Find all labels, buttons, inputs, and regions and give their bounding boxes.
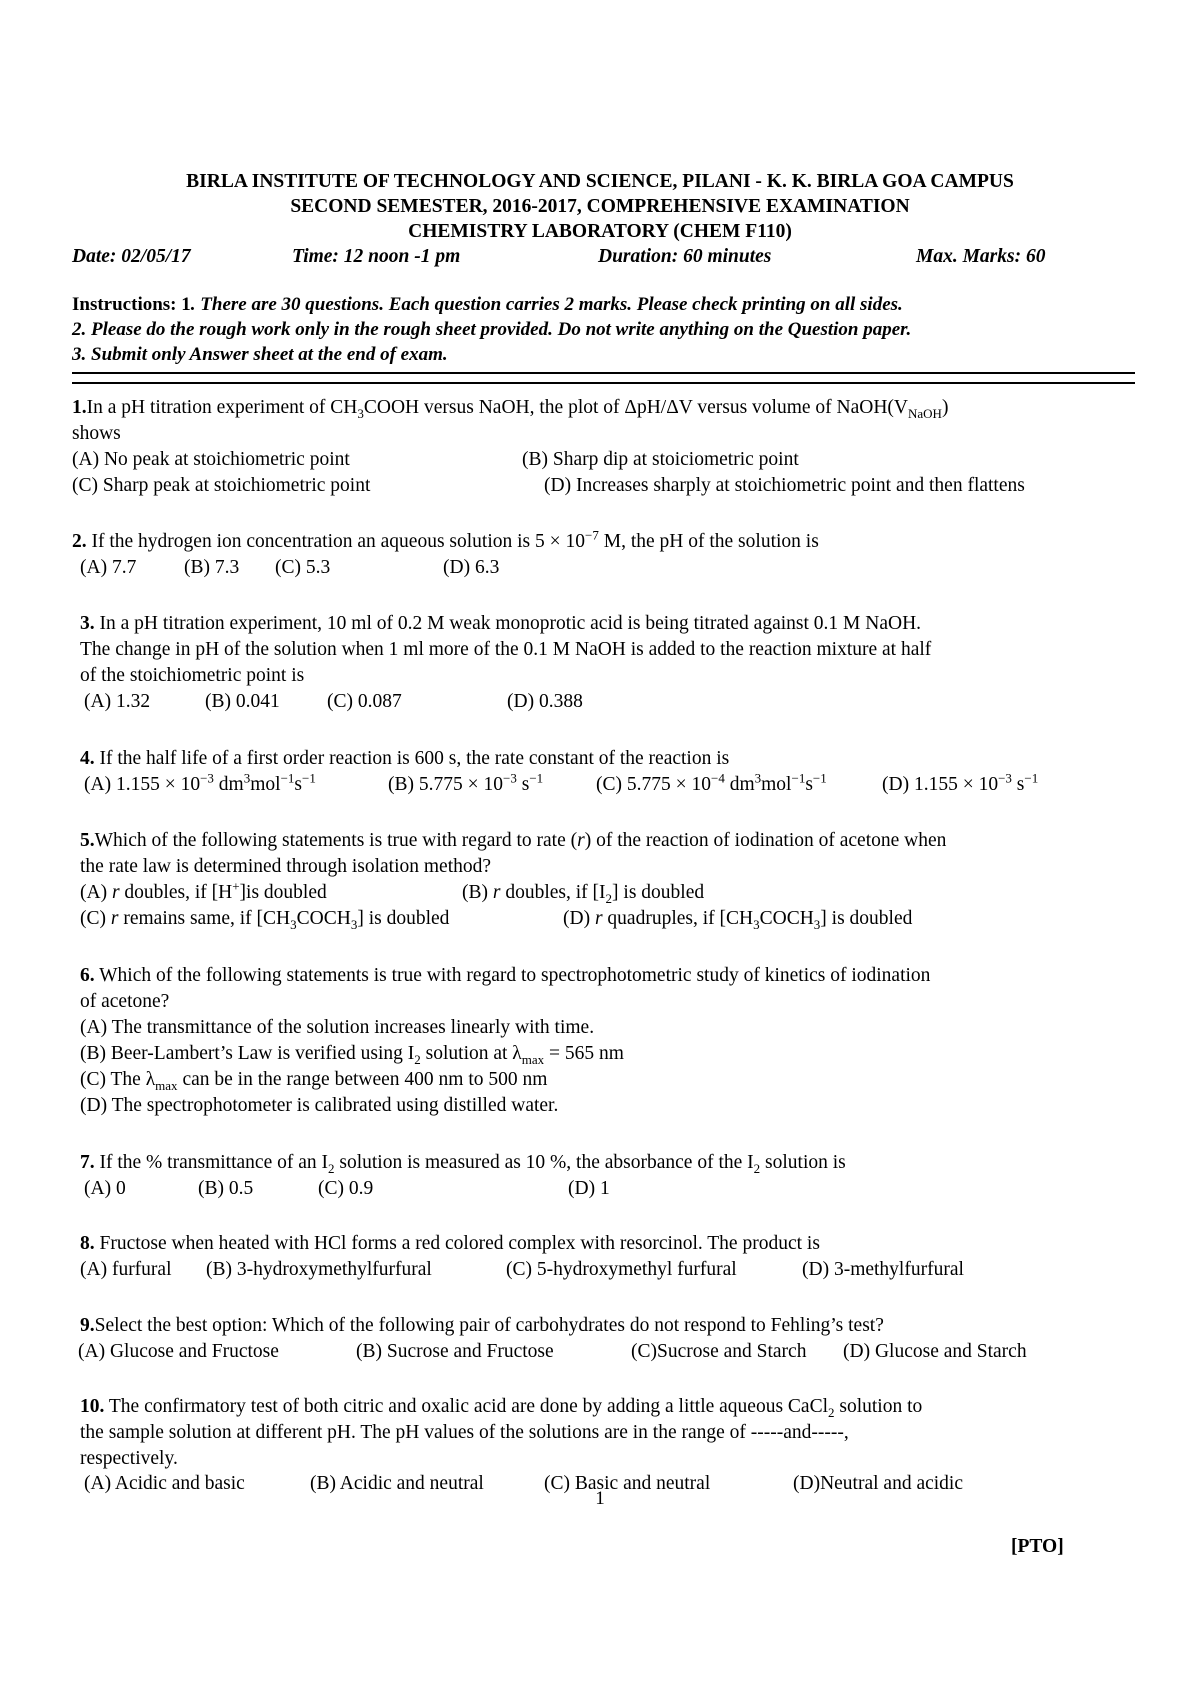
q8-text: Fructose when heated with HCl forms a red colored complex with resorcinol. The product is bbox=[94, 1233, 820, 1254]
page-number: 1 bbox=[595, 1488, 605, 1509]
q1-option-c: (C) Sharp peak at stoichiometric point bbox=[72, 475, 371, 496]
q7-option-c: (C) 0.9 bbox=[318, 1178, 374, 1199]
q1-stem-line-1: 1.In a pH titration experiment of $CH_3COOH$ versus NaOH, the plot of ΔpH/ΔV versus volume of $NaOH(V_{NaOH})$ bbox=[72, 397, 949, 421]
q7-text-a: If the % transmittance of an I bbox=[94, 1152, 328, 1173]
exam-time: Time: 12 noon -1 pm bbox=[292, 246, 461, 267]
q6-option-b: (B) Beer-Lambert’s Law is verified using $I_2$ solution at $\lambda_{max} = 565$ nm bbox=[80, 1043, 624, 1067]
instructions-line-3 bbox=[72, 343, 448, 367]
q5-c-text: remains same, if [CH bbox=[118, 908, 291, 929]
max-marks: Max. Marks: 60 bbox=[916, 246, 1046, 267]
q2-exponent: −7 bbox=[585, 527, 599, 543]
q3-option-c: (C) 0.087 bbox=[327, 691, 402, 712]
q2-stem bbox=[72, 529, 819, 555]
double-rule-divider bbox=[72, 372, 1135, 384]
q4-number: 4. bbox=[80, 748, 95, 769]
q9-text: Select the best option: Which of the following pair of carbohydrates do not respond to Fehling’s test? bbox=[94, 1315, 884, 1336]
instructions-label: Instructions: 1 bbox=[72, 294, 191, 315]
q7-text-c: solution is bbox=[760, 1152, 846, 1173]
q7-option-d: (D) 1 bbox=[568, 1178, 610, 1199]
q6-stem-line-2: of acetone? bbox=[80, 991, 170, 1012]
q5-rate-symbol: r bbox=[577, 830, 585, 851]
q6-b-text: (B) Beer-Lambert’s Law is verified using I bbox=[80, 1043, 415, 1064]
q9-stem bbox=[80, 1313, 884, 1339]
q4-text: If the half life of a first order reaction is 600 s, the rate constant of the reaction is bbox=[94, 748, 730, 769]
q4-option-d: (D) $1.155 \times 10^{-3}$ $s^{-1}$ bbox=[882, 770, 1039, 795]
q6-b-text-end: = 565 nm bbox=[544, 1043, 624, 1064]
q6-stem-line-1 bbox=[80, 963, 930, 989]
q10-number: 10. bbox=[80, 1396, 105, 1417]
q4-option-b-exp: −3 bbox=[503, 770, 517, 786]
q3-text-1: In a pH titration experiment, 10 ml of 0.2 M weak monoprotic acid is being titrated against 0.1 M NaOH. bbox=[94, 613, 922, 634]
q7-text-b: solution is measured as 10 %, the absorbance of the I bbox=[334, 1152, 754, 1173]
q2-option-c: (C) 5.3 bbox=[275, 557, 331, 578]
q8-option-b: (B) 3-hydroxymethylfurfural bbox=[206, 1259, 432, 1280]
q9-option-c: (C)Sucrose and Starch bbox=[631, 1341, 807, 1362]
q3-option-a: (A) 1.32 bbox=[84, 691, 151, 712]
q8-number: 8. bbox=[80, 1233, 95, 1254]
q4-option-b: (B) $5.775 \times 10^{-3}$ $s^{-1}$ bbox=[388, 770, 544, 795]
q5-option-c: (C) r remains same, if $[CH_3COCH_3]$ is doubled bbox=[80, 908, 450, 932]
q10-option-c: (C) Basic and neutral bbox=[544, 1473, 711, 1494]
q2-option-b: (B) 7.3 bbox=[184, 557, 240, 578]
q8-option-c: (C) 5-hydroxymethyl furfural bbox=[506, 1259, 737, 1280]
q9-option-b: (B) Sucrose and Fructose bbox=[356, 1341, 554, 1362]
q5-option-b: (B) r doubles, if $[I_2]$ is doubled bbox=[462, 882, 705, 906]
course-title: CHEMISTRY LABORATORY (CHEM F110) bbox=[408, 221, 792, 242]
q5-b-text: doubles, if [I bbox=[500, 882, 606, 903]
q6-option-c: (C) The $\lambda_{max}$ can be in the range between 400 nm to 500 nm bbox=[80, 1069, 548, 1093]
q4-option-d-exp: −3 bbox=[998, 770, 1012, 786]
q4-option-a-exp: −3 bbox=[200, 770, 214, 786]
q9-number: 9. bbox=[80, 1315, 95, 1336]
instruction-2-text: 2. Please do the rough work only in the rough sheet provided. Do not write anything on the Question paper. bbox=[72, 319, 912, 340]
q10-stem-line-3: respectively. bbox=[80, 1448, 178, 1469]
q4-option-c-exp: −4 bbox=[711, 770, 725, 786]
q6-number: 6. bbox=[80, 965, 95, 986]
q5-text-b: ) of the reaction of iodination of acetone when bbox=[584, 830, 947, 851]
exam-duration: Duration: 60 minutes bbox=[598, 246, 772, 267]
q3-stem-line-1 bbox=[80, 611, 921, 637]
exam-date: Date: 02/05/17 bbox=[72, 246, 191, 267]
q6-option-d: (D) The spectrophotometer is calibrated using distilled water. bbox=[80, 1095, 559, 1116]
q5-text-a: Which of the following statements is true with regard to rate ( bbox=[94, 830, 578, 851]
q1-number: 1. bbox=[72, 397, 87, 418]
q2-number: 2. bbox=[72, 531, 87, 552]
q5-c-text-end: ] is doubled bbox=[357, 908, 450, 929]
semester-title: SECOND SEMESTER, 2016-2017, COMPREHENSIVE EXAMINATION bbox=[290, 196, 910, 217]
q3-stem-line-2: The change in pH of the solution when 1 ml more of the 0.1 M NaOH is added to the reaction mixture at half bbox=[80, 639, 932, 660]
q4-stem bbox=[80, 746, 729, 772]
q5-number: 5. bbox=[80, 830, 95, 851]
q5-d-text: quadruples, if [CH bbox=[602, 908, 754, 929]
q2-option-a: (A) 7.7 bbox=[80, 557, 137, 578]
q5-b-label: (B) bbox=[462, 882, 493, 903]
q9-option-d: (D) Glucose and Starch bbox=[843, 1341, 1027, 1362]
q7-option-b: (B) 0.5 bbox=[198, 1178, 254, 1199]
q2-option-d: (D) 6.3 bbox=[443, 557, 500, 578]
q6-b-text-2: solution at λ bbox=[420, 1043, 522, 1064]
q1-stem-line-2: shows bbox=[72, 423, 121, 444]
q1-text-a: In a pH titration experiment of CH bbox=[86, 397, 358, 418]
q10-option-d: (D)Neutral and acidic bbox=[793, 1473, 963, 1494]
q5-d-rate: r bbox=[594, 908, 603, 929]
q10-option-a: (A) Acidic and basic bbox=[84, 1473, 245, 1494]
q10-option-b: (B) Acidic and neutral bbox=[310, 1473, 484, 1494]
q1-sub: NaOH bbox=[908, 405, 942, 421]
q1-option-a: (A) No peak at stoichiometric point bbox=[72, 449, 350, 470]
q4-option-a-unit: dm bbox=[213, 774, 244, 795]
q5-b-text-end: ] is doubled bbox=[612, 882, 705, 903]
q5-stem-line-1 bbox=[80, 828, 946, 854]
instructions-line-1 bbox=[72, 293, 903, 317]
q6-c-text: (C) The λ bbox=[80, 1069, 156, 1090]
q5-c-label: (C) bbox=[80, 908, 111, 929]
q10-text-b: solution to bbox=[834, 1396, 923, 1417]
q2-text-b: M, the pH of the solution is bbox=[598, 531, 819, 552]
q1-option-b: (B) Sharp dip at stoiciometric point bbox=[522, 449, 799, 470]
instructions-line-2 bbox=[72, 318, 911, 342]
q10-stem-line-2: the sample solution at different pH. The pH values of the solutions are in the range of -----and-----, bbox=[80, 1422, 849, 1443]
q5-d-label: (D) bbox=[563, 908, 595, 929]
q5-d-text-end: ] is doubled bbox=[820, 908, 913, 929]
q5-option-a: (A) r doubles, if [H+]is doubled bbox=[80, 878, 327, 903]
q8-option-d: (D) 3-methylfurfural bbox=[802, 1259, 964, 1280]
q4-option-a: (A) $1.155 \times 10^{-3}$ $dm^3mol^{-1}s^{-1}$ bbox=[84, 770, 316, 795]
q7-number: 7. bbox=[80, 1152, 95, 1173]
instruction-1-text: . There are 30 questions. Each question carries 2 marks. Please check printing on all sides. bbox=[190, 294, 903, 315]
q4-option-d-text: (D) 1.155 × 10 bbox=[882, 774, 999, 795]
q8-option-a: (A) furfural bbox=[80, 1259, 172, 1280]
q5-option-d: (D) r quadruples, if $[CH_3COCH_3]$ is doubled bbox=[563, 908, 913, 932]
q7-option-a: (A) 0 bbox=[84, 1178, 126, 1199]
q4-option-c: (C) $5.775 \times 10^{-4}$ $dm^3mol^{-1}s^{-1}$ bbox=[596, 770, 827, 795]
q3-stem-line-3: of the stoichiometric point is bbox=[80, 665, 305, 686]
q5-a-rate: r bbox=[111, 882, 120, 903]
institute-title: BIRLA INSTITUTE OF TECHNOLOGY AND SCIENCE, PILANI - K. K. BIRLA GOA CAMPUS bbox=[186, 171, 1014, 192]
q5-b-rate: r bbox=[492, 882, 501, 903]
q9-option-a: (A) Glucose and Fructose bbox=[78, 1341, 279, 1362]
q6-c-text-end: can be in the range between 400 nm to 500 nm bbox=[177, 1069, 548, 1090]
q5-a-label: (A) bbox=[80, 882, 112, 903]
q3-option-b: (B) 0.041 bbox=[205, 691, 280, 712]
q10-stem-line-1: 10. The confirmatory test of both citric and oxalic acid are done by adding a little aqueous CaCl$_2$ solution to bbox=[80, 1396, 923, 1420]
q3-option-d: (D) 0.388 bbox=[507, 691, 583, 712]
q2-text-a: If the hydrogen ion concentration an aqueous solution is 5 × 10 bbox=[86, 531, 586, 552]
q1-text-c: ) bbox=[941, 397, 949, 418]
q5-a-text-end: ]is doubled bbox=[239, 882, 327, 903]
q7-stem: 7. If the % transmittance of an $I_2$ solution is measured as 10 %, the absorbance of the $I_2$ solution is bbox=[80, 1152, 846, 1176]
q10-text-a: The confirmatory test of both citric and oxalic acid are done by adding a little aqueous CaCl bbox=[104, 1396, 828, 1417]
q3-number: 3. bbox=[80, 613, 95, 634]
q5-c-rate: r bbox=[110, 908, 119, 929]
q5-d-text-2: COCH bbox=[759, 908, 814, 929]
q4-option-c-text: (C) 5.775 × 10 bbox=[596, 774, 711, 795]
q4-option-b-text: (B) 5.775 × 10 bbox=[388, 774, 503, 795]
q6-text-1: Which of the following statements is true with regard to spectrophotometric study of kinetics of iodination bbox=[94, 965, 931, 986]
q5-c-text-2: COCH bbox=[296, 908, 351, 929]
q1-text-b: COOH versus NaOH, the plot of ΔpH/ΔV versus volume of NaOH(V bbox=[363, 397, 908, 418]
q5-stem-line-2: the rate law is determined through isolation method? bbox=[80, 856, 492, 877]
q6-option-a: (A) The transmittance of the solution increases linearly with time. bbox=[80, 1017, 595, 1038]
q5-a-text: doubles, if [H bbox=[119, 882, 233, 903]
pto-marker: [PTO] bbox=[1011, 1536, 1064, 1557]
q4-option-a-text: (A) 1.155 × 10 bbox=[84, 774, 201, 795]
q8-stem bbox=[80, 1231, 820, 1257]
q1-option-d: (D) Increases sharply at stoichiometric point and then flattens bbox=[544, 475, 1025, 496]
instruction-3-text: 3. Submit only Answer sheet at the end of exam. bbox=[72, 344, 448, 365]
